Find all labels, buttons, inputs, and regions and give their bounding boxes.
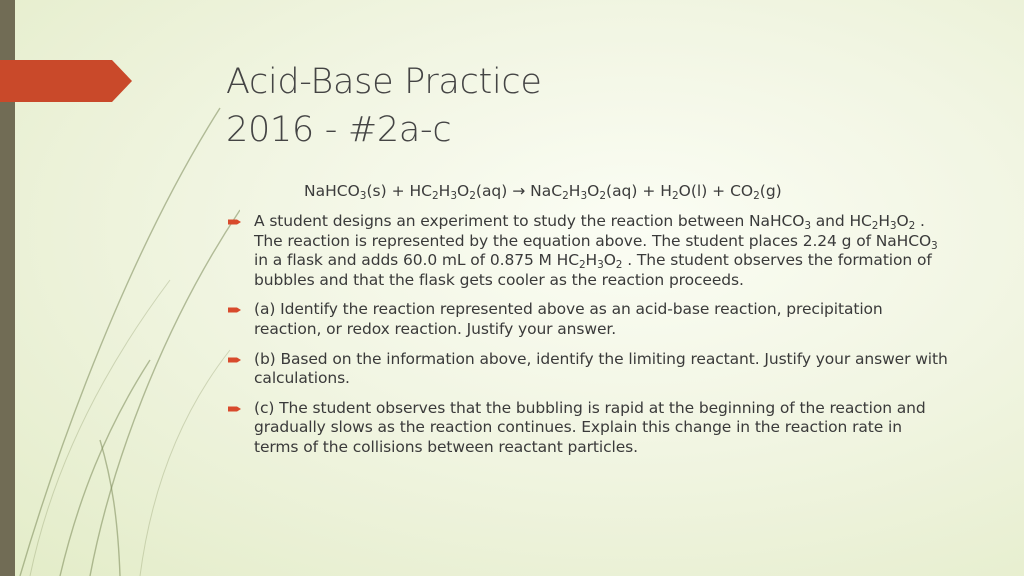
chemical-equation: NaHCO$_3$(s) + $HC_2H_3O_2(aq) \to NaC_2H_3O_2(aq) + H_2O(l) + CO_2(g)$	[304, 182, 782, 202]
bullet-item-intro: A student designs an experiment to study the reaction between NaHCO$_3$ and $HC_2H_3O_2$ . The reaction is represented by the equation above. The student places 2.24 g of NaHCO$_3$ in a flask and adds 60.0 mL of 0.875 M $HC_2H_3O_2$ . The student observes the formation of bubbles and that the flask gets cooler as the reaction proceeds.	[228, 212, 948, 290]
bullet-item-part-c: (c) The student observes that the bubbling is rapid at the beginning of the reaction and gradually slows as the reaction continues. Explain this change in the reaction rate in terms of the collisions between reactant particles.	[228, 399, 948, 458]
title-accent-arrow	[0, 60, 132, 102]
title-line-1: Acid-Base Practice	[226, 62, 542, 102]
arrow-bullet-icon	[228, 218, 242, 226]
arrow-bullet-icon	[228, 306, 242, 314]
question-bullet-list	[228, 212, 948, 468]
arrow-bullet-icon	[228, 405, 242, 413]
title-line-2: 2016 - #2a-c	[226, 110, 452, 150]
bullet-item-part-a: (a) Identify the reaction represented above as an acid-base reaction, precipitation reaction, or redox reaction. Justify your answer.	[228, 300, 948, 339]
slide-title	[226, 58, 826, 154]
arrow-bullet-icon	[228, 356, 242, 364]
bullet-item-part-b: (b) Based on the information above, identify the limiting reactant. Justify your answer with calculations.	[228, 350, 948, 389]
